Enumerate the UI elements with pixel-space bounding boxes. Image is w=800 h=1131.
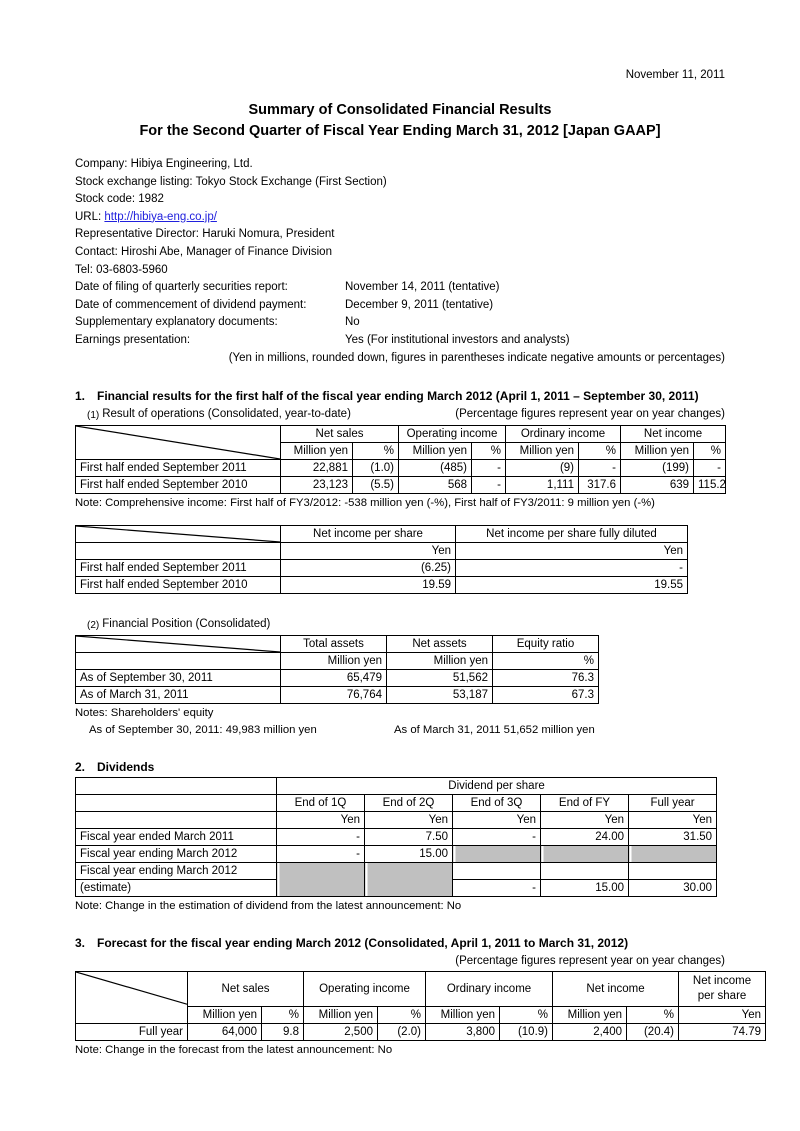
forecast-note: Note: Change in the forecast from the latest announcement: No [75, 1044, 393, 1057]
unit-net-sales-amount: Million yen [188, 1007, 262, 1024]
section-1-sub-1-number: (1) [87, 410, 100, 422]
cell-eps: 19.59 [281, 577, 456, 594]
cell-operating-income-amount: (485) [399, 460, 472, 477]
unit-net-income-per-share: Yen [679, 1007, 766, 1024]
diagonal-line-icon [76, 526, 280, 542]
unit-ordinary-income-amount: Million yen [426, 1007, 500, 1024]
cell-2q: 15.00 [365, 846, 453, 863]
position-corner-spacer [76, 653, 281, 670]
telephone: Tel: 03-6803-5960 [75, 263, 168, 276]
cell-total-assets: 76,764 [281, 687, 387, 704]
filing-date-label: Date of filing of quarterly securities report: [75, 281, 288, 294]
header-equity-ratio: Equity ratio [493, 636, 599, 653]
table-row-units [76, 812, 717, 829]
section-3-number: 3. [75, 936, 86, 951]
cell-operating-income-pct: - [472, 460, 506, 477]
cell-net-income-pct: (20.4) [627, 1024, 679, 1041]
header-full-year: Full year [629, 795, 717, 812]
row-label-fy-ending-march-2012: Fiscal year ending March 2012 [76, 846, 277, 863]
header-net-income-per-share-diluted: Net income per share fully diluted [456, 526, 688, 543]
cell-equity-ratio: 76.3 [493, 670, 599, 687]
table-row [76, 560, 688, 577]
header-end-of-3q: End of 3Q [453, 795, 541, 812]
corner-cell-diagonal [76, 526, 281, 543]
dividend-commencement-value: December 9, 2011 (tentative) [345, 298, 494, 311]
title-line-1: Summary of Consolidated Financial Results [248, 102, 552, 118]
earnings-presentation-value: Yes (For institutional investors and analysts) [345, 333, 570, 346]
row-label-as-of-september-2011: As of September 30, 2011 [76, 670, 281, 687]
cell-net-income-amount: 2,400 [553, 1024, 627, 1041]
stock-code: Stock code: 1982 [75, 193, 164, 206]
earnings-presentation-row [75, 332, 725, 350]
net-income-per-share-table [75, 525, 688, 594]
unit-net-income-amount: Million yen [621, 443, 694, 460]
cell-3q: - [453, 880, 541, 897]
section-2-number: 2. [75, 760, 86, 775]
cell-fy: 15.00 [541, 880, 629, 897]
financial-position-table [75, 635, 599, 704]
title-line-2: For the Second Quarter of Fiscal Year Ending March 31, 2012 [Japan GAAP] [139, 123, 661, 139]
sub-head-spacer [351, 407, 455, 423]
row-label-first-half-2010: First half ended September 2010 [76, 477, 281, 494]
cell-full-year-shaded [629, 846, 717, 863]
results-of-operations-table [75, 425, 726, 494]
table-row-group-header [76, 778, 717, 795]
cell-net-sales-amount: 64,000 [188, 1024, 262, 1041]
cell-operating-income-amount: 568 [399, 477, 472, 494]
company-url-row [75, 209, 725, 227]
cell-full-year: 30.00 [629, 880, 717, 897]
cell-full-year-spacer [629, 863, 717, 880]
cell-eps: (6.25) [281, 560, 456, 577]
spacer [75, 511, 725, 523]
dividend-commencement-label: Date of commencement of dividend payment: [75, 298, 307, 311]
corner-cell-diagonal [76, 636, 281, 653]
row-label-first-half-2011: First half ended September 2011 [76, 560, 281, 577]
company-meta-block [75, 156, 725, 367]
comprehensive-income-note: Note: Comprehensive income: First half of FY3/2012: -538 million yen (-%), First half of FY3/2011: 9 million yen (-%) [75, 497, 655, 510]
unit-1q: Yen [277, 812, 365, 829]
unit-operating-income-amount: Million yen [304, 1007, 378, 1024]
cell-2q-shaded [365, 863, 453, 897]
cell-full-year: 31.50 [629, 829, 717, 846]
row-label-fy-ending-march-2012-estimate-line1: Fiscal year ending March 2012 [76, 863, 277, 880]
spacer [75, 594, 725, 614]
unit-operating-income-pct: % [378, 1007, 426, 1024]
section-3-percentage-note: (Percentage figures represent year on year changes) [455, 955, 725, 968]
cell-ordinary-income-pct: 317.6 [579, 477, 621, 494]
table-row-units [76, 543, 688, 560]
cell-operating-income-amount: 2,500 [304, 1024, 378, 1041]
section-1-sub-2-number: (2) [87, 620, 100, 632]
header-net-income-per-share: Net income per share [281, 526, 456, 543]
row-label-fy-ended-march-2011: Fiscal year ended March 2011 [76, 829, 277, 846]
unit-2q: Yen [365, 812, 453, 829]
table-row [76, 846, 717, 863]
diagonal-line-icon [76, 972, 187, 1023]
table-row [76, 477, 726, 494]
supplementary-documents-value: No [345, 316, 360, 329]
section-1-percentage-note: (Percentage figures represent year on year changes) [455, 408, 725, 421]
unit-eps: Yen [281, 543, 456, 560]
cell-operating-income-pct: (2.0) [378, 1024, 426, 1041]
section-1-sub-1-title: Result of operations (Consolidated, year-to-date) [102, 408, 351, 421]
header-net-income: Net income [621, 426, 726, 443]
cell-net-income-pct: 115.2 [694, 477, 726, 494]
cell-net-assets: 51,562 [387, 670, 493, 687]
unit-full-year: Yen [629, 812, 717, 829]
cell-1q-shaded [277, 863, 365, 897]
cell-net-income-amount: 639 [621, 477, 694, 494]
corner-cell-diagonal [76, 426, 281, 460]
table-row-header [76, 636, 599, 653]
cell-3q-spacer [453, 863, 541, 880]
unit-ordinary-income-amount: Million yen [506, 443, 579, 460]
header-net-income: Net income [553, 972, 679, 1007]
table-row-column-headers [76, 795, 717, 812]
filing-date-row [75, 279, 725, 297]
document-content [75, 0, 762, 1058]
section-1-sub-2-title: Financial Position (Consolidated) [102, 618, 271, 631]
shareholders-equity-note-values [75, 723, 725, 738]
unit-3q: Yen [453, 812, 541, 829]
unit-eps-diluted: Yen [456, 543, 688, 560]
cell-net-sales-pct: 9.8 [262, 1024, 304, 1041]
unit-net-assets: Million yen [387, 653, 493, 670]
cell-2q: 7.50 [365, 829, 453, 846]
cell-eps-diluted: - [456, 560, 688, 577]
section-3-title: Forecast for the fiscal year ending March 2012 (Consolidated, April 1, 2011 to March 31, 2012) [97, 936, 629, 951]
unit-net-income-amount: Million yen [553, 1007, 627, 1024]
unit-fy: Yen [541, 812, 629, 829]
diagonal-line-icon [76, 426, 280, 459]
header-operating-income: Operating income [399, 426, 506, 443]
table-row [76, 577, 688, 594]
section-1-sub-1-heading [75, 407, 725, 423]
cell-net-income-per-share: 74.79 [679, 1024, 766, 1041]
unit-equity-ratio: % [493, 653, 599, 670]
unit-net-income-pct: % [694, 443, 726, 460]
header-dividend-per-share: Dividend per share [277, 778, 717, 795]
url-label: URL: [75, 210, 102, 223]
table-row [76, 670, 599, 687]
earnings-presentation-label: Earnings presentation: [75, 333, 191, 346]
shareholders-equity-march: As of March 31, 2011 51,652 million yen [394, 724, 595, 737]
shareholders-equity-september: As of September 30, 2011: 49,983 million yen [89, 724, 317, 737]
dividend-commencement-row [75, 297, 725, 315]
diagonal-line-icon [76, 636, 280, 652]
cell-ordinary-income-amount: 3,800 [426, 1024, 500, 1041]
cell-ordinary-income-amount: 1,111 [506, 477, 579, 494]
cell-net-assets: 53,187 [387, 687, 493, 704]
cell-eps-diluted: 19.55 [456, 577, 688, 594]
cell-ordinary-income-pct: - [579, 460, 621, 477]
stock-exchange-listing: Stock exchange listing: Tokyo Stock Exchange (First Section) [75, 175, 387, 188]
company-name: Company: Hibiya Engineering, Ltd. [75, 158, 253, 170]
section-2-heading [75, 760, 725, 775]
document-title [75, 100, 725, 142]
table-row-units [76, 653, 599, 670]
header-ordinary-income: Ordinary income [506, 426, 621, 443]
cell-net-sales-pct: (5.5) [353, 477, 399, 494]
cell-total-assets: 65,479 [281, 670, 387, 687]
row-label-fy-ending-march-2012-estimate-line2: (estimate) [76, 880, 277, 897]
section-1-number: 1. [75, 389, 86, 404]
filing-date-value: November 14, 2011 (tentative) [345, 281, 500, 294]
cell-net-sales-amount: 22,881 [281, 460, 353, 477]
header-net-income-per-share [679, 972, 766, 1007]
dividends-corner-cell-2 [76, 795, 277, 812]
unit-net-sales-amount: Million yen [281, 443, 353, 460]
company-url-link[interactable]: http://hibiya-eng.co.jp/ [104, 210, 217, 223]
header-net-income-per-share-line2: per share [697, 990, 747, 1003]
table-row [76, 1024, 766, 1041]
contact-person: Contact: Hiroshi Abe, Manager of Finance Division [75, 245, 332, 258]
unit-net-sales-pct: % [262, 1007, 304, 1024]
cell-equity-ratio: 67.3 [493, 687, 599, 704]
supplementary-documents-label: Supplementary explanatory documents: [75, 316, 278, 329]
section-1-heading [75, 389, 725, 404]
header-total-assets: Total assets [281, 636, 387, 653]
row-label-first-half-2011: First half ended September 2011 [76, 460, 281, 477]
table-row-header [76, 526, 688, 543]
section-2-title: Dividends [97, 760, 155, 775]
table-row [76, 687, 599, 704]
dividends-note: Note: Change in the estimation of dividend from the latest announcement: No [75, 900, 462, 913]
dividends-unit-label-spacer [76, 812, 277, 829]
header-end-of-fy: End of FY [541, 795, 629, 812]
forecast-table [75, 971, 766, 1041]
section-1-title: Financial results for the first half of the fiscal year ending March 2012 (April 1, 2011 – September 30, 2011) [97, 389, 699, 404]
cell-1q: - [277, 829, 365, 846]
supplementary-documents-row [75, 314, 725, 332]
table-row [76, 460, 726, 477]
cell-3q: - [453, 829, 541, 846]
header-net-sales: Net sales [281, 426, 399, 443]
unit-ordinary-income-pct: % [579, 443, 621, 460]
unit-ordinary-income-pct: % [500, 1007, 553, 1024]
table-row-group-header [76, 972, 766, 1007]
cell-fy: 24.00 [541, 829, 629, 846]
section-1-sub-2-heading [75, 617, 725, 633]
document-date: November 11, 2011 [625, 69, 725, 81]
row-label-first-half-2010: First half ended September 2010 [76, 577, 281, 594]
dividends-table [75, 777, 717, 897]
cell-1q: - [277, 846, 365, 863]
header-operating-income: Operating income [304, 972, 426, 1007]
unit-net-sales-pct: % [353, 443, 399, 460]
unit-operating-income-pct: % [472, 443, 506, 460]
cell-operating-income-pct: - [472, 477, 506, 494]
row-label-as-of-march-2011: As of March 31, 2011 [76, 687, 281, 704]
dividends-corner-cell [76, 778, 277, 795]
table-row-group-header [76, 426, 726, 443]
header-end-of-1q: End of 1Q [277, 795, 365, 812]
header-net-assets: Net assets [387, 636, 493, 653]
cell-ordinary-income-pct: (10.9) [500, 1024, 553, 1041]
header-end-of-2q: End of 2Q [365, 795, 453, 812]
eps-corner-spacer [76, 543, 281, 560]
header-net-income-per-share-line1: Net income [692, 975, 752, 988]
corner-cell-diagonal [76, 972, 188, 1024]
representative-director: Representative Director: Haruki Nomura, President [75, 228, 335, 241]
header-net-sales: Net sales [188, 972, 304, 1007]
section-3-heading [75, 936, 725, 951]
header-ordinary-income: Ordinary income [426, 972, 553, 1007]
cell-fy-shaded [541, 846, 629, 863]
cell-net-income-amount: (199) [621, 460, 694, 477]
cell-net-sales-amount: 23,123 [281, 477, 353, 494]
cell-net-sales-pct: (1.0) [353, 460, 399, 477]
shareholders-equity-note-title: Notes: Shareholders' equity [75, 707, 214, 720]
cell-3q-shaded [453, 846, 541, 863]
units-note: (Yen in millions, rounded down, figures in parentheses indicate negative amounts or percentages) [228, 351, 725, 364]
cell-net-income-pct: - [694, 460, 726, 477]
unit-total-assets: Million yen [281, 653, 387, 670]
table-row [76, 829, 717, 846]
cell-ordinary-income-amount: (9) [506, 460, 579, 477]
row-label-full-year: Full year [76, 1024, 188, 1041]
table-row [76, 863, 717, 880]
cell-fy-spacer [541, 863, 629, 880]
unit-net-income-pct: % [627, 1007, 679, 1024]
unit-operating-income-amount: Million yen [399, 443, 472, 460]
